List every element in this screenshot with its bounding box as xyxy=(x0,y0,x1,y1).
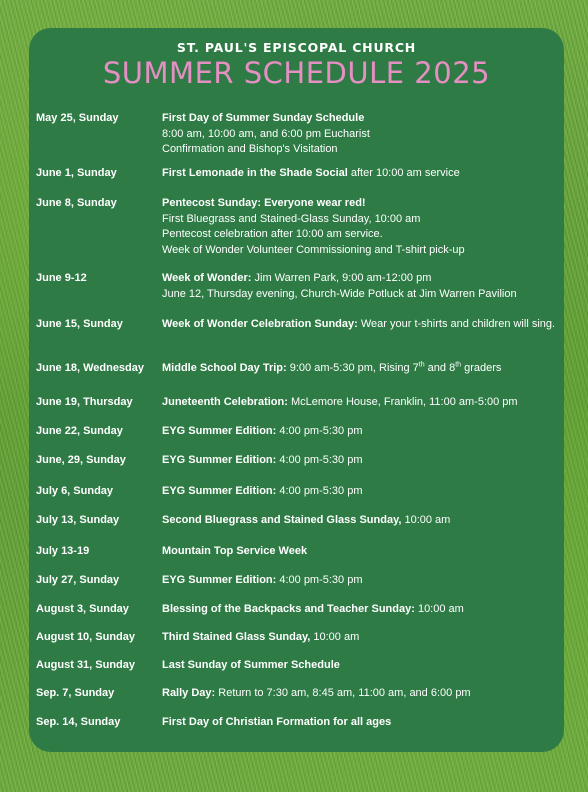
event-line xyxy=(162,686,558,702)
event-details: McLemore House, Franklin, 11:00 am-5:00 pm xyxy=(287,396,518,408)
schedule-description xyxy=(162,686,558,702)
event-line xyxy=(162,484,558,500)
event-line xyxy=(162,271,558,287)
schedule-date: July 13, Sunday xyxy=(36,514,120,526)
event-title: Rally Day: xyxy=(162,687,216,699)
event-line xyxy=(162,361,558,377)
event-line xyxy=(162,602,558,618)
schedule-description xyxy=(162,196,558,258)
event-title: Second Bluegrass and Stained Glass Sunday, xyxy=(162,514,402,526)
church-name: ST. PAUL'S EPISCOPAL CHURCH xyxy=(176,40,417,55)
event-extra-line: 8:00 am, 10:00 am, and 6:00 pm Eucharist xyxy=(162,127,370,140)
event-title: Third Stained Glass Sunday, xyxy=(162,631,311,643)
event-details: 4:00 pm-5:30 pm xyxy=(276,485,363,497)
event-title: First Day of Summer Sunday Schedule xyxy=(162,112,365,124)
schedule-description xyxy=(162,544,558,560)
schedule-description xyxy=(162,395,558,411)
event-line xyxy=(162,544,558,560)
event-details: Wear your t-shirts and children will sing. xyxy=(357,318,556,330)
event-extra-line: June 12, Thursday evening, Church-Wide Potluck at Jim Warren Pavilion xyxy=(162,287,517,300)
schedule-description xyxy=(162,573,558,589)
event-title: EYG Summer Edition: xyxy=(162,425,277,437)
schedule-description xyxy=(162,361,558,377)
schedule-description xyxy=(162,484,558,500)
schedule-date: Sep. 7, Sunday xyxy=(36,687,115,699)
event-details: 10:00 am xyxy=(310,631,360,643)
event-title: Week of Wonder: xyxy=(162,272,252,284)
schedule-panel xyxy=(29,28,564,752)
event-details: 10:00 am xyxy=(414,603,464,615)
event-title: Pentecost Sunday: Everyone wear red! xyxy=(162,197,366,209)
schedule-description xyxy=(162,602,558,618)
event-line xyxy=(162,513,558,529)
event-details: Jim Warren Park, 9:00 am-12:00 pm xyxy=(251,272,432,284)
event-extra-line: Pentecost celebration after 10:00 am service. xyxy=(162,228,383,240)
schedule-description xyxy=(162,111,558,158)
event-title: First Lemonade in the Shade Social xyxy=(162,167,348,179)
schedule-date: Sep. 14, Sunday xyxy=(36,716,121,728)
event-title: First Day of Christian Formation for all ages xyxy=(162,716,392,728)
event-extra-line: Confirmation and Bishop's Visitation xyxy=(162,143,338,155)
schedule-description xyxy=(162,453,558,469)
schedule-date: June 22, Sunday xyxy=(36,425,123,437)
schedule-date: July 27, Sunday xyxy=(36,574,120,586)
schedule-description xyxy=(162,513,558,529)
event-details: 9:00 am-5:30 pm, Rising 7th and 8th graders xyxy=(286,361,502,374)
event-line xyxy=(162,658,558,674)
event-title: EYG Summer Edition: xyxy=(162,485,277,497)
schedule-date: August 10, Sunday xyxy=(36,631,136,643)
event-line xyxy=(162,395,558,411)
schedule-date: May 25, Sunday xyxy=(36,112,119,124)
event-title: Mountain Top Service Week xyxy=(162,545,308,557)
schedule-date: July 13-19 xyxy=(36,545,90,557)
schedule-date: June 8, Sunday xyxy=(36,197,117,209)
schedule-description xyxy=(162,658,558,674)
schedule-date: June 19, Thursday xyxy=(36,396,133,408)
event-line xyxy=(162,111,558,127)
schedule-date: August 31, Sunday xyxy=(36,659,136,671)
schedule-description xyxy=(162,166,558,182)
schedule-date: June 18, Wednesday xyxy=(36,362,145,374)
schedule-date: July 6, Sunday xyxy=(36,485,114,497)
schedule-description xyxy=(162,715,558,731)
event-line xyxy=(162,453,558,469)
event-extra-line: Week of Wonder Volunteer Commissioning and T-shirt pick-up xyxy=(162,243,465,256)
page-title: SUMMER SCHEDULE 2025 xyxy=(102,56,491,90)
schedule-description xyxy=(162,424,558,440)
schedule-date: June 9-12 xyxy=(36,272,87,284)
event-title: EYG Summer Edition: xyxy=(162,454,277,466)
event-title: Blessing of the Backpacks and Teacher Sunday: xyxy=(162,603,415,615)
schedule-date: August 3, Sunday xyxy=(36,603,129,615)
schedule-date: June, 29, Sunday xyxy=(36,454,126,466)
event-title: Week of Wonder Celebration Sunday: xyxy=(162,318,358,330)
event-details: Return to 7:30 am, 8:45 am, 11:00 am, and 6:00 pm xyxy=(215,687,471,699)
event-details: after 10:00 am service xyxy=(347,167,460,179)
event-details: 10:00 am xyxy=(401,514,451,526)
event-details: 4:00 pm-5:30 pm xyxy=(276,425,363,437)
schedule-date: June 15, Sunday xyxy=(36,318,123,330)
schedule-date: June 1, Sunday xyxy=(36,167,117,179)
event-extra-line: First Bluegrass and Stained-Glass Sunday, 10:00 am xyxy=(162,212,421,225)
event-title: Juneteenth Celebration: xyxy=(162,396,288,408)
event-line xyxy=(162,573,558,589)
schedule-description xyxy=(162,271,558,302)
event-line xyxy=(162,196,558,212)
event-line xyxy=(162,317,558,333)
event-line xyxy=(162,630,558,646)
event-line xyxy=(162,715,558,731)
schedule-description xyxy=(162,317,558,333)
event-line xyxy=(162,166,558,182)
schedule-description xyxy=(162,630,558,646)
event-title: EYG Summer Edition: xyxy=(162,574,277,586)
event-line xyxy=(162,424,558,440)
event-title: Last Sunday of Summer Schedule xyxy=(162,659,340,671)
event-title: Middle School Day Trip: xyxy=(162,362,287,374)
event-details: 4:00 pm-5:30 pm xyxy=(276,454,363,466)
event-details: 4:00 pm-5:30 pm xyxy=(276,574,363,586)
